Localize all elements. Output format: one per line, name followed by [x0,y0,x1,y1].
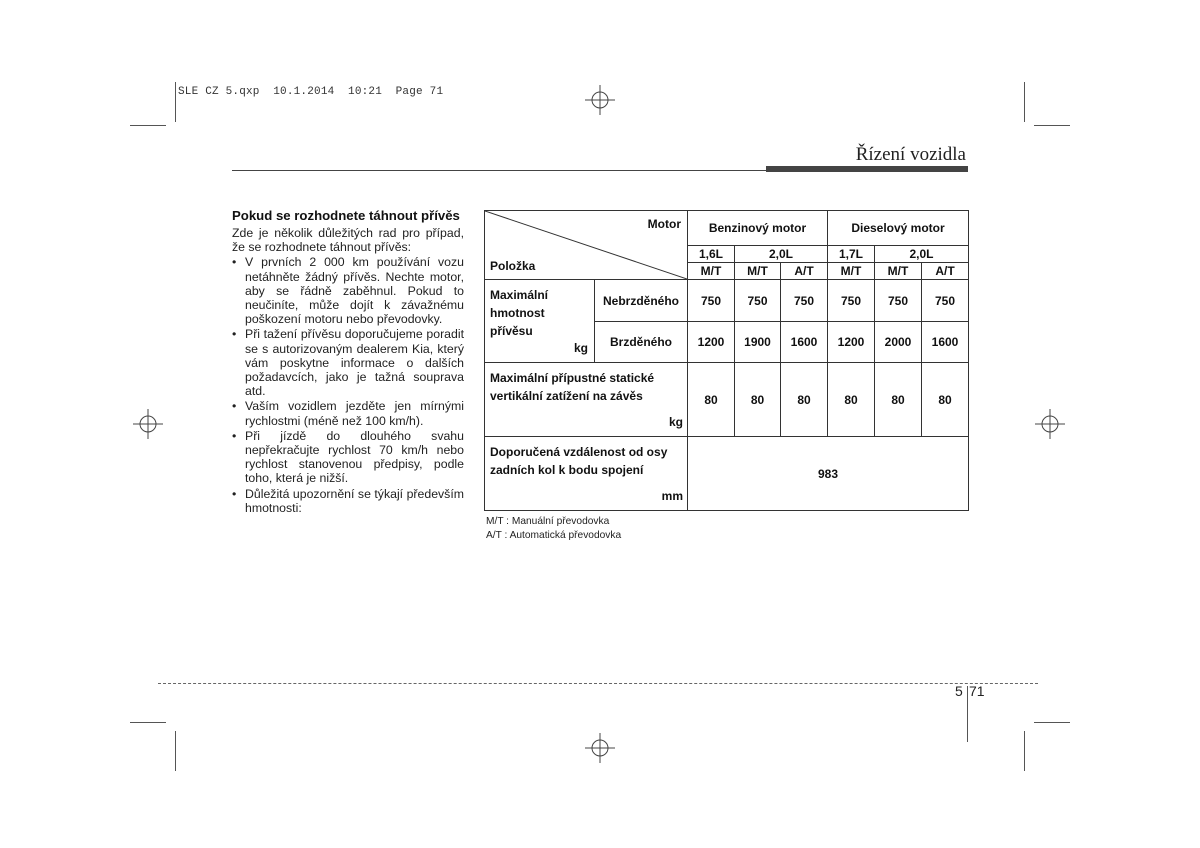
group-header-petrol: Benzinový motor [688,211,828,246]
corner-label-motor: Motor [647,217,681,231]
bullet-icon: • [232,428,237,443]
group-header-diesel: Dieselový motor [828,211,969,246]
bullet-icon: • [232,327,237,342]
row-label-vertical-load: Maximální přípustné statické vertikální zatížení na závěs kg [485,363,688,437]
bullet-icon: • [232,399,237,414]
bullet-icon: • [232,255,237,270]
list-item: • V prvních 2 000 km používání vozu netáhněte žádný přívěs. Nechte motor, aby se řádně zaběhnul. Pokud to neučiníte, může dojít k závažnému poškození motoru nebo převodovky. [232,255,464,327]
towing-spec-table [484,210,969,511]
table-cell: 983 [688,437,969,511]
table-cell: 750 [688,280,735,322]
crop-mark [175,82,176,122]
print-slug: SLE CZ 5.qxp 10.1.2014 10:21 Page 71 [178,86,444,98]
transmission-header: M/T [688,263,735,280]
crop-mark [130,125,166,126]
table-cell: 1600 [781,322,828,363]
transmission-header: A/T [922,263,969,280]
table-cell: 2000 [875,322,922,363]
table-cell: 80 [828,363,875,437]
list-item: • Důležitá upozornění se týkají především hmotnosti: [232,486,464,515]
row-label-max-trailer-weight: Maximální hmotnost přívěsu kg [485,280,595,363]
table-row [485,363,969,437]
table-cell: 1200 [828,322,875,363]
table-cell: 1200 [688,322,735,363]
transmission-header: M/T [828,263,875,280]
list-item: • Vaším vozidlem jezděte jen mírnými rychlostmi (méně než 100 km/h). [232,399,464,428]
table-row [485,280,969,322]
page-number: 71 [969,683,985,699]
table-cell: 80 [688,363,735,437]
towing-heading: Pokud se rozhodnete táhnout přívěs [232,208,460,223]
corner-label-item: Položka [490,259,536,273]
table-cell: 80 [781,363,828,437]
crop-mark [1024,82,1025,122]
unit-label: kg [668,415,683,429]
table-cell: 1900 [735,322,781,363]
registration-mark-icon [585,85,615,115]
table-cell: 750 [922,280,969,322]
crop-mark [1024,731,1025,771]
table-cell: 750 [828,280,875,322]
registration-mark-icon [1035,409,1065,439]
unit-label: mm [661,489,683,503]
towing-bullet-list [232,255,464,515]
sublabel-braked: Brzděného [595,322,688,363]
footnote-manual: M/T : Manuální převodovka [486,516,610,527]
transmission-header: M/T [875,263,922,280]
crop-mark [130,722,166,723]
footer-rule [158,683,1038,684]
registration-mark-icon [133,409,163,439]
table-cell: 80 [875,363,922,437]
crop-mark [967,686,968,742]
table-cell: 80 [922,363,969,437]
transmission-header: M/T [735,263,781,280]
header-rule-accent [766,166,968,172]
crop-mark [1034,125,1070,126]
table-cell: 750 [735,280,781,322]
section-title: Řízení vozidla [855,144,966,165]
engine-header: 2,0L [735,246,828,263]
unit-label: kg [573,341,588,355]
list-item: • Při jízdě do dlouhého svahu nepřekračujte rychlost 70 km/h nebo rychlost stanovenou předpisy, podle toho, která je nižší. [232,428,464,486]
engine-header: 1,6L [688,246,735,263]
table-cell: 80 [735,363,781,437]
crop-mark [1034,722,1070,723]
table-row [485,437,969,511]
table-cell: 1600 [922,322,969,363]
table-corner-cell [485,211,688,280]
engine-header: 1,7L [828,246,875,263]
towing-tips [232,209,464,515]
crop-mark [175,731,176,771]
towing-intro: Zde je několik důležitých rad pro případ, že se rozhodnete táhnout přívěs: [232,226,464,255]
bullet-icon: • [232,486,237,501]
table-cell: 750 [781,280,828,322]
registration-mark-icon [585,733,615,763]
sublabel-unbraked: Nebrzděného [595,280,688,322]
row-label-hitch-distance: Doporučená vzdálenost od osy zadních kol k bodu spojení mm [485,437,688,511]
table-cell: 750 [875,280,922,322]
list-item: • Při tažení přívěsu doporučujeme poradit se s autorizovaným dealerem Kia, který vám poskytne informace o dalších požadavcích, jako je tažná souprava atd. [232,327,464,399]
transmission-header: A/T [781,263,828,280]
engine-header: 2,0L [875,246,969,263]
footnote-automatic: A/T : Automatická převodovka [486,530,622,541]
chapter-number: 5 [955,683,963,699]
